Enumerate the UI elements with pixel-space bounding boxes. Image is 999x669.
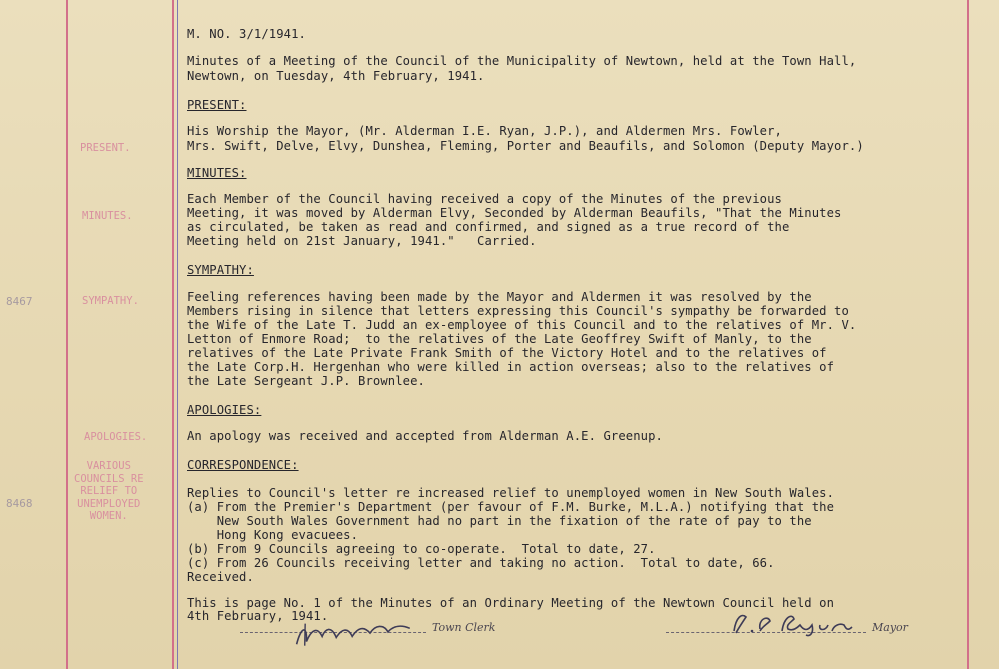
present-line-1: His Worship the Mayor, (Mr. Alderman I.E. Ryan, J.P.), and Aldermen Mrs. Fowler,: [187, 124, 782, 138]
intro-line-2: Newtown, on Tuesday, 4th February, 1941.: [187, 69, 485, 83]
apologies-line-1: An apology was received and accepted from Alderman A.E. Greenup.: [187, 429, 663, 443]
correspondence-margin-label: VARIOUS COUNCILS RE RELIEF TO UNEMPLOYED WOMEN.: [74, 460, 144, 522]
apologies-margin-label: APOLOGIES.: [84, 431, 148, 443]
minutes-line-1: Each Member of the Council having received a copy of the Minutes of the previous: [187, 192, 782, 206]
correspondence-line-5: (b) From 9 Councils agreeing to co-operate. Total to date, 27.: [187, 542, 656, 556]
present-line-2: Mrs. Swift, Delve, Elvy, Dunshea, Fleming, Porter and Beaufils, and Solomon (Deputy Mayor.): [187, 139, 864, 153]
correspondence-minute-number: 8468: [6, 497, 33, 510]
correspondence-line-6: (c) From 26 Councils receiving letter and taking no action. Total to date, 66.: [187, 556, 775, 570]
sympathy-line-7: the Late Sergeant J.P. Brownlee.: [187, 374, 425, 388]
town-clerk-label: Town Clerk: [432, 621, 496, 634]
minute-reference: M. NO. 3/1/1941.: [187, 27, 306, 41]
correspondence-line-1: Replies to Council's letter re increased relief to unemployed women in New South Wales.: [187, 486, 835, 500]
sympathy-line-1: Feeling references having been made by the Mayor and Aldermen it was resolved by the: [187, 290, 812, 304]
mayor-signature: [728, 609, 858, 643]
mayor-signature-scrawl-icon: [728, 609, 858, 639]
sympathy-margin-label: SYMPATHY.: [82, 295, 139, 307]
correspondence-heading: CORRESPONDENCE:: [187, 458, 299, 472]
minutes-line-4: Meeting held on 21st January, 1941." Carried.: [187, 234, 537, 248]
correspondence-line-7: Received.: [187, 570, 254, 584]
minutes-line-3: as circulated, be taken as read and confirmed, and signed as a true record of the: [187, 220, 790, 234]
text-margin-rule-1: [172, 0, 174, 669]
sympathy-line-3: the Wife of the Late T. Judd an ex-employee of this Council and to the relatives of Mr. V.: [187, 318, 857, 332]
correspondence-line-3: New South Wales Government had no part in the fixation of the rate of pay to the: [187, 514, 812, 528]
sympathy-minute-number: 8467: [6, 295, 33, 308]
minutes-heading: MINUTES:: [187, 166, 247, 180]
text-margin-rule-2: [177, 0, 178, 669]
footer-line-1: This is page No. 1 of the Minutes of an Ordinary Meeting of the Newtown Council held on: [187, 596, 835, 610]
correspondence-line-2: (a) From the Premier's Department (per favour of F.M. Burke, M.L.A.) notifying that the: [187, 500, 835, 514]
mayor-label: Mayor: [872, 621, 908, 634]
footer-line-2: 4th February, 1941.: [187, 609, 329, 623]
present-margin-label: PRESENT.: [80, 142, 131, 154]
minutes-line-2: Meeting, it was moved by Alderman Elvy, Seconded by Alderman Beaufils, "That the Minutes: [187, 206, 842, 220]
correspondence-line-4: Hong Kong evacuees.: [187, 528, 359, 542]
right-margin-rule: [967, 0, 969, 669]
sympathy-line-4: Letton of Enmore Road; to the relatives of the Late Geoffrey Swift of Manly, to the: [187, 332, 812, 346]
sympathy-line-6: the Late Corp.H. Hergenhan who were killed in action overseas; also to the relatives of: [187, 360, 835, 374]
left-margin-rule: [66, 0, 68, 669]
sympathy-heading: SYMPATHY:: [187, 263, 254, 277]
apologies-heading: APOLOGIES:: [187, 403, 262, 417]
present-heading: PRESENT:: [187, 98, 247, 112]
sympathy-line-5: relatives of the Late Private Frank Smith of the Victory Hotel and to the relatives of: [187, 346, 827, 360]
minutes-margin-label: MINUTES.: [82, 210, 133, 222]
sympathy-line-2: Members rising in silence that letters expressing this Council's sympathy be forwarded to: [187, 304, 849, 318]
intro-line-1: Minutes of a Meeting of the Council of the Municipality of Newtown, held at the Town Hall,: [187, 54, 857, 68]
